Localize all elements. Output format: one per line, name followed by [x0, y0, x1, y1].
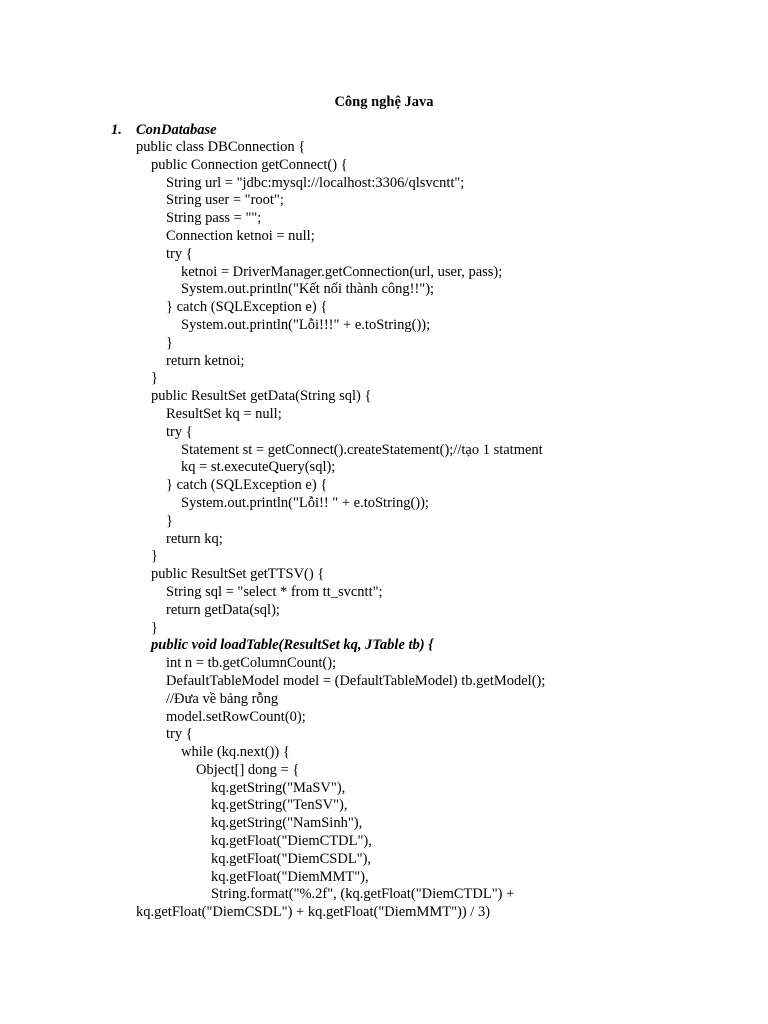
code-line: try { — [166, 726, 193, 743]
code-line: Connection ketnoi = null; — [166, 227, 315, 244]
code-line: while (kq.next()) { — [181, 744, 290, 761]
code-line: try { — [166, 245, 193, 262]
code-line: DefaultTableModel model = (DefaultTableModel) tb.getModel(); — [166, 672, 546, 689]
code-line: public void loadTable(ResultSet kq, JTable tb) { — [151, 637, 434, 654]
code-line: System.out.println("Lỗi!! " + e.toString()); — [181, 494, 429, 511]
code-line: kq.getFloat("DiemCSDL"), — [211, 850, 372, 867]
code-line: } — [166, 512, 173, 529]
code-line: kq.getString("NamSinh"), — [211, 815, 363, 832]
code-line: Statement st = getConnect().createStatement();//tạo 1 statment — [181, 441, 543, 458]
code-line: String pass = ""; — [166, 210, 262, 227]
code-line: System.out.println("Lỗi!!!" + e.toString()); — [181, 316, 431, 333]
section-title: ConDatabase — [136, 122, 217, 138]
code-line: ketnoi = DriverManager.getConnection(url, user, pass); — [181, 263, 503, 280]
code-line: Object[] dong = { — [196, 761, 300, 778]
code-line: String url = "jdbc:mysql://localhost:3306/qlsvcntt"; — [166, 174, 465, 191]
code-line: return kq; — [166, 530, 223, 547]
code-line: kq.getFloat("DiemCSDL") + kq.getFloat("DiemMMT")) / 3) — [136, 904, 491, 921]
code-line: //Đưa về bảng rỗng — [166, 690, 279, 707]
code-line: public class DBConnection { — [136, 139, 306, 155]
code-line: ResultSet kq = null; — [166, 405, 282, 422]
section-number: 1. — [111, 122, 122, 138]
code-line: } — [151, 370, 158, 387]
code-line: public Connection getConnect() { — [151, 156, 348, 173]
code-line: return getData(sql); — [166, 601, 280, 618]
section-heading — [111, 121, 217, 139]
code-line: kq = st.executeQuery(sql); — [181, 459, 336, 476]
code-line: } catch (SQLException e) { — [166, 299, 328, 316]
code-line: String sql = "select * from tt_svcntt"; — [166, 583, 383, 600]
code-line: } — [151, 619, 158, 636]
code-line: try { — [166, 423, 193, 440]
code-line: int n = tb.getColumnCount(); — [166, 655, 337, 672]
code-line: return ketnoi; — [166, 352, 245, 369]
code-line: } catch (SQLException e) { — [166, 477, 328, 494]
code-line: model.setRowCount(0); — [166, 708, 306, 725]
page-title: Công nghệ Java — [334, 94, 434, 110]
code-line: public ResultSet getTTSV() { — [151, 566, 325, 583]
code-line: kq.getFloat("DiemCTDL"), — [211, 833, 372, 850]
code-line: System.out.println("Kết nối thành công!!"); — [181, 281, 435, 298]
code-line: String user = "root"; — [166, 192, 284, 209]
code-line: kq.getString("MaSV"), — [211, 779, 346, 796]
code-line: public ResultSet getData(String sql) { — [151, 388, 372, 405]
code-line: } — [166, 334, 173, 351]
code-line: kq.getFloat("DiemMMT"), — [211, 868, 369, 885]
code-line: } — [151, 548, 158, 565]
code-line: String.format("%.2f", (kq.getFloat("DiemCTDL") + — [211, 886, 515, 903]
code-block — [136, 139, 736, 922]
code-line: kq.getString("TenSV"), — [211, 797, 348, 814]
